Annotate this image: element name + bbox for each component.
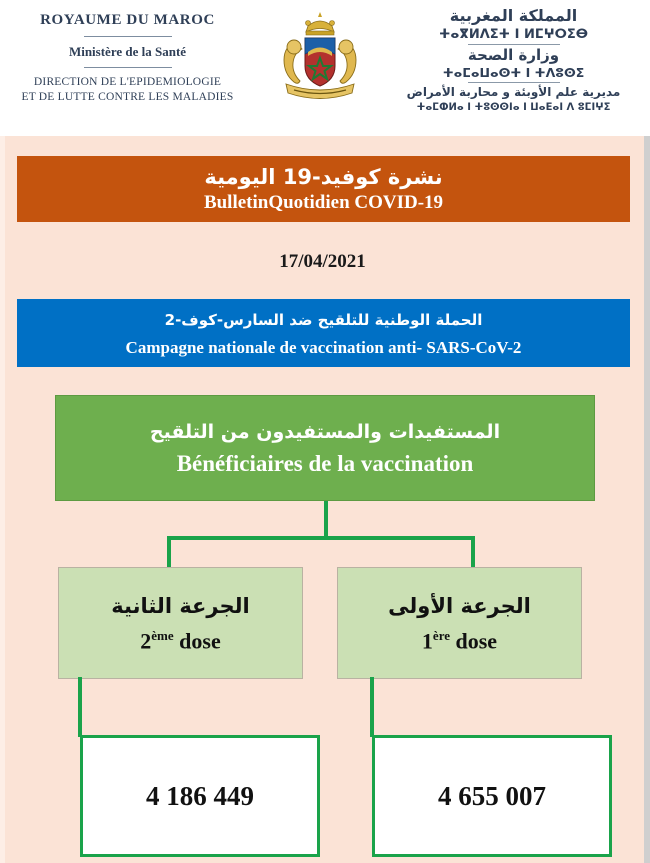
header-divider-1 [84, 36, 172, 37]
dose-ordinal-suffix-first: ère [432, 627, 450, 643]
document-header [0, 0, 650, 136]
bulletin-title-ar: نشرة كوفيد-19 اليومية [204, 165, 443, 189]
dose-ordinal-suffix-second: ème [151, 627, 174, 643]
dose-count-second: 4 186 449 [80, 735, 320, 857]
dose-label-fr-first [422, 628, 497, 654]
direction-title-tifinagh: ⵜⴰⵎⵀⵍⴰ ⵏ ⵜⵓⵙⵙⵏⴰ ⵏ ⵡⴰⴹⴰⵏ ⴷ ⵓⵎⵏⵖⵉ [416, 102, 611, 113]
header-divider-4 [468, 82, 560, 83]
direction-title-ar: مديرية علم الأوبئة و محاربة الأمراض [406, 85, 621, 99]
direction-title-fr-line1: DIRECTION DE L'EPIDEMIOLOGIE [33, 76, 222, 88]
dose-label-ar-first: الجرعة الأولى [388, 593, 531, 618]
kingdom-title-ar: المملكة المغربية [449, 6, 578, 25]
bulletin-page [0, 136, 650, 863]
beneficiaries-label-ar: المستفيدات والمستفيدون من التلقيح [149, 421, 501, 443]
header-divider-3 [468, 44, 560, 45]
connector-drop-right [370, 677, 374, 737]
beneficiaries-label-fr: Bénéficiaires de la vaccination [176, 451, 474, 476]
dose-number-second: 2 [140, 628, 152, 654]
ministry-title-ar: وزارة الصحة [467, 46, 560, 64]
dose-word-second: dose [179, 628, 221, 654]
connector-branch-right [471, 536, 475, 569]
header-right-arabic-tifinagh [385, 0, 650, 115]
beneficiaries-box [55, 395, 595, 501]
dose-number-first: 1 [421, 628, 433, 654]
coat-of-arms-icon [255, 0, 385, 118]
header-left-french [0, 0, 255, 105]
campaign-title-ar: الحملة الوطنية للتلقيح ضد السارس-كوف-2 [164, 310, 483, 329]
connector-branch-left [167, 536, 171, 569]
connector-horizontal-bar [167, 536, 475, 540]
bulletin-title-fr: BulletinQuotidien COVID-19 [203, 192, 444, 213]
dose-box-first [337, 567, 582, 679]
connector-stem [324, 501, 328, 539]
bulletin-title-banner [17, 156, 630, 222]
dose-count-first: 4 655 007 [372, 735, 612, 857]
campaign-banner [17, 299, 630, 367]
ministry-title-tifinagh: ⵜⴰⵎⴰⵡⴰⵙⵜ ⵏ ⵜⴷⵓⵙⵉ [442, 65, 585, 80]
direction-title-fr-line2: ET DE LUTTE CONTRE LES MALADIES [21, 91, 234, 103]
dose-label-ar-second: الجرعة الثانية [111, 593, 250, 618]
dose-box-second [58, 567, 303, 679]
header-divider-2 [84, 67, 172, 68]
connector-drop-left [78, 677, 82, 737]
bulletin-date: 17/04/2021 [279, 251, 366, 272]
kingdom-title-tifinagh: ⵜⴰⴳⵍⴷⵉⵜ ⵏ ⵍⵎⵖⵔⵉⴱ [439, 27, 588, 42]
campaign-title-fr: Campagne nationale de vaccination anti- SARS-CoV-2 [125, 337, 522, 357]
ministry-title-fr: Ministère de la Santé [68, 44, 187, 59]
kingdom-title-fr: ROYAUME DU MAROC [40, 12, 215, 28]
dose-label-fr-second [140, 628, 220, 654]
dose-word-first: dose [455, 628, 498, 654]
